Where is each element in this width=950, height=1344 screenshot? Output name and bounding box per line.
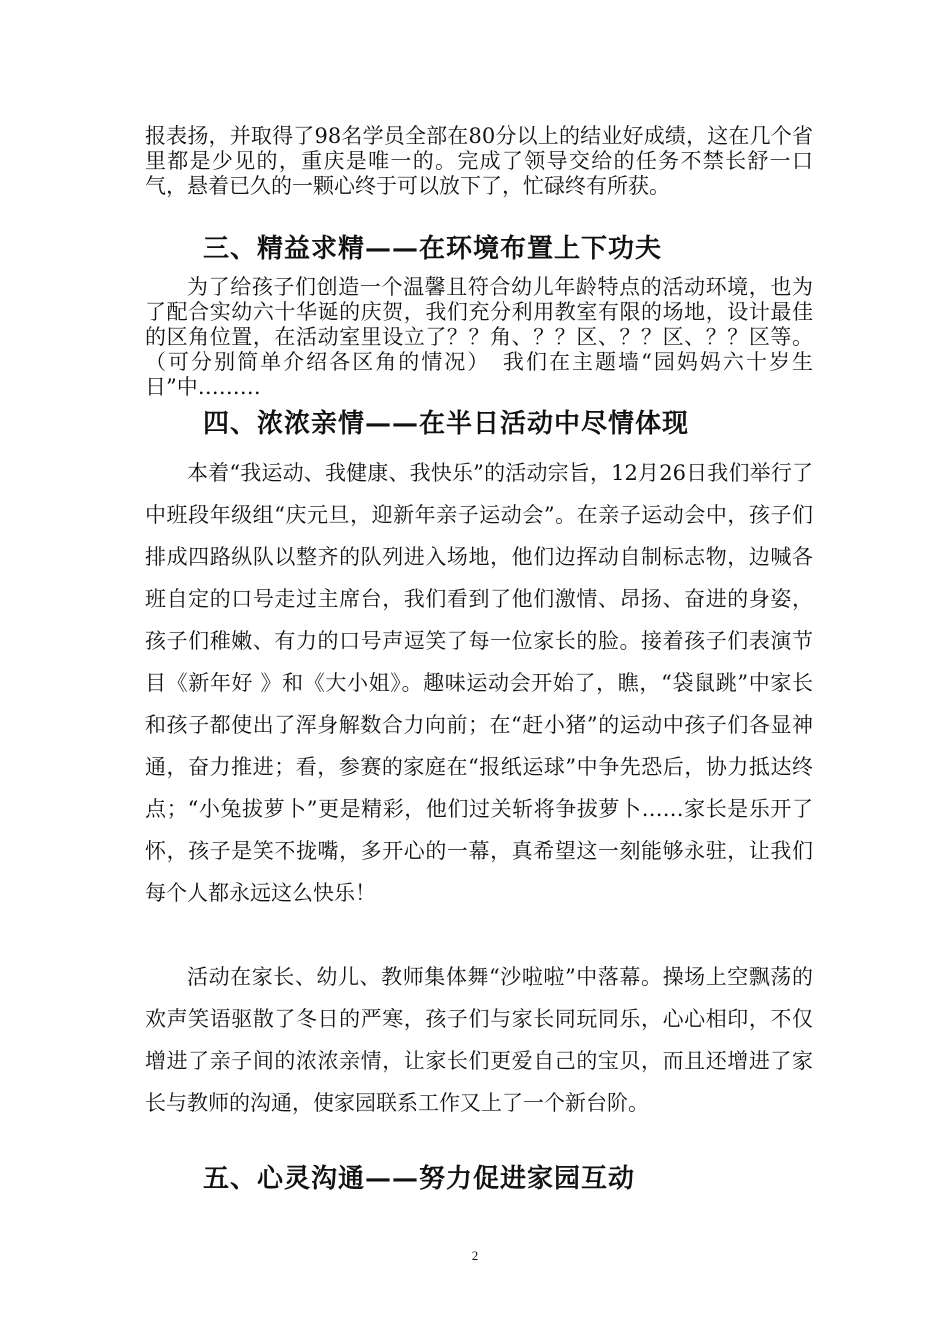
page-number: 2 bbox=[471, 1248, 479, 1263]
paragraph-training-results: 报表扬，并取得了98名学员全部在80分以上的结业好成绩，这在几个省里都是少见的，重庆是唯一的。完成了领导交给的任务不禁长舒一口气，悬着已久的一颗心终于可以放下了，忙碌终有所获。 bbox=[145, 124, 813, 198]
section-heading-environment: 三、精益求精——在环境布置上下功夫 bbox=[203, 234, 663, 264]
section-heading-half-day-activity: 四、浓浓亲情——在半日活动中尽情体现 bbox=[203, 409, 690, 439]
paragraph-closing-dance: 活动在家长、幼儿、教师集体舞“沙啦啦”中落幕。操场上空飘荡的欢声笑语驱散了冬日的严寒，孩子们与家长同玩同乐，心心相印，不仅增进了亲子间的浓浓亲情，让家长们更爱自己的宝贝，而且还增进了家长与教师的沟通，使家园联系工作又上了一个新台阶。 bbox=[145, 965, 813, 1115]
paragraph-environment: 为了给孩子们创造一个温馨且符合幼儿年龄特点的活动环境，也为了配合实幼六十华诞的庆贺，我们充分利用教室有限的场地，设计最佳的区角位置，在活动室里设立了？？角、？？区、？？区、？？区等。（可分别简单介绍各区角的情况） 我们在主题墙“园妈妈六十岁生日”中……… bbox=[145, 275, 813, 399]
paragraph-sports-meeting: 本着“我运动、我健康、我快乐”的活动宗旨，12月26日我们举行了中班段年级组“庆元旦，迎新年亲子运动会”。在亲子运动会中，孩子们排成四路纵队以整齐的队列进入场地，他们边挥动自制标志物，边喊各班自定的口号走过主席台，我们看到了他们激情、昂扬、奋进的身姿，孩子们稚嫩、有力的口号声逗笑了每一位家长的脸。接着孩子们表演节目《新年好 》和《大小姐》。趣味运动会开始了，瞧，“袋鼠跳”中家长和孩子都使出了浑身解数合力向前；在“赶小猪”的运动中孩子们各显神通，奋力推进；看，参赛的家庭在“报纸运球”中争先恐后，协力抵达终点；“小兔拔萝卜”更是精彩，他们过关斩将争拔萝卜……家长是乐开了怀，孩子是笑不拢嘴，多开心的一幕，真希望这一刻能够永驻，让我们每个人都永远这么快乐！ bbox=[145, 461, 813, 905]
section-heading-home-school: 五、心灵沟通——努力促进家园互动 bbox=[203, 1164, 636, 1194]
